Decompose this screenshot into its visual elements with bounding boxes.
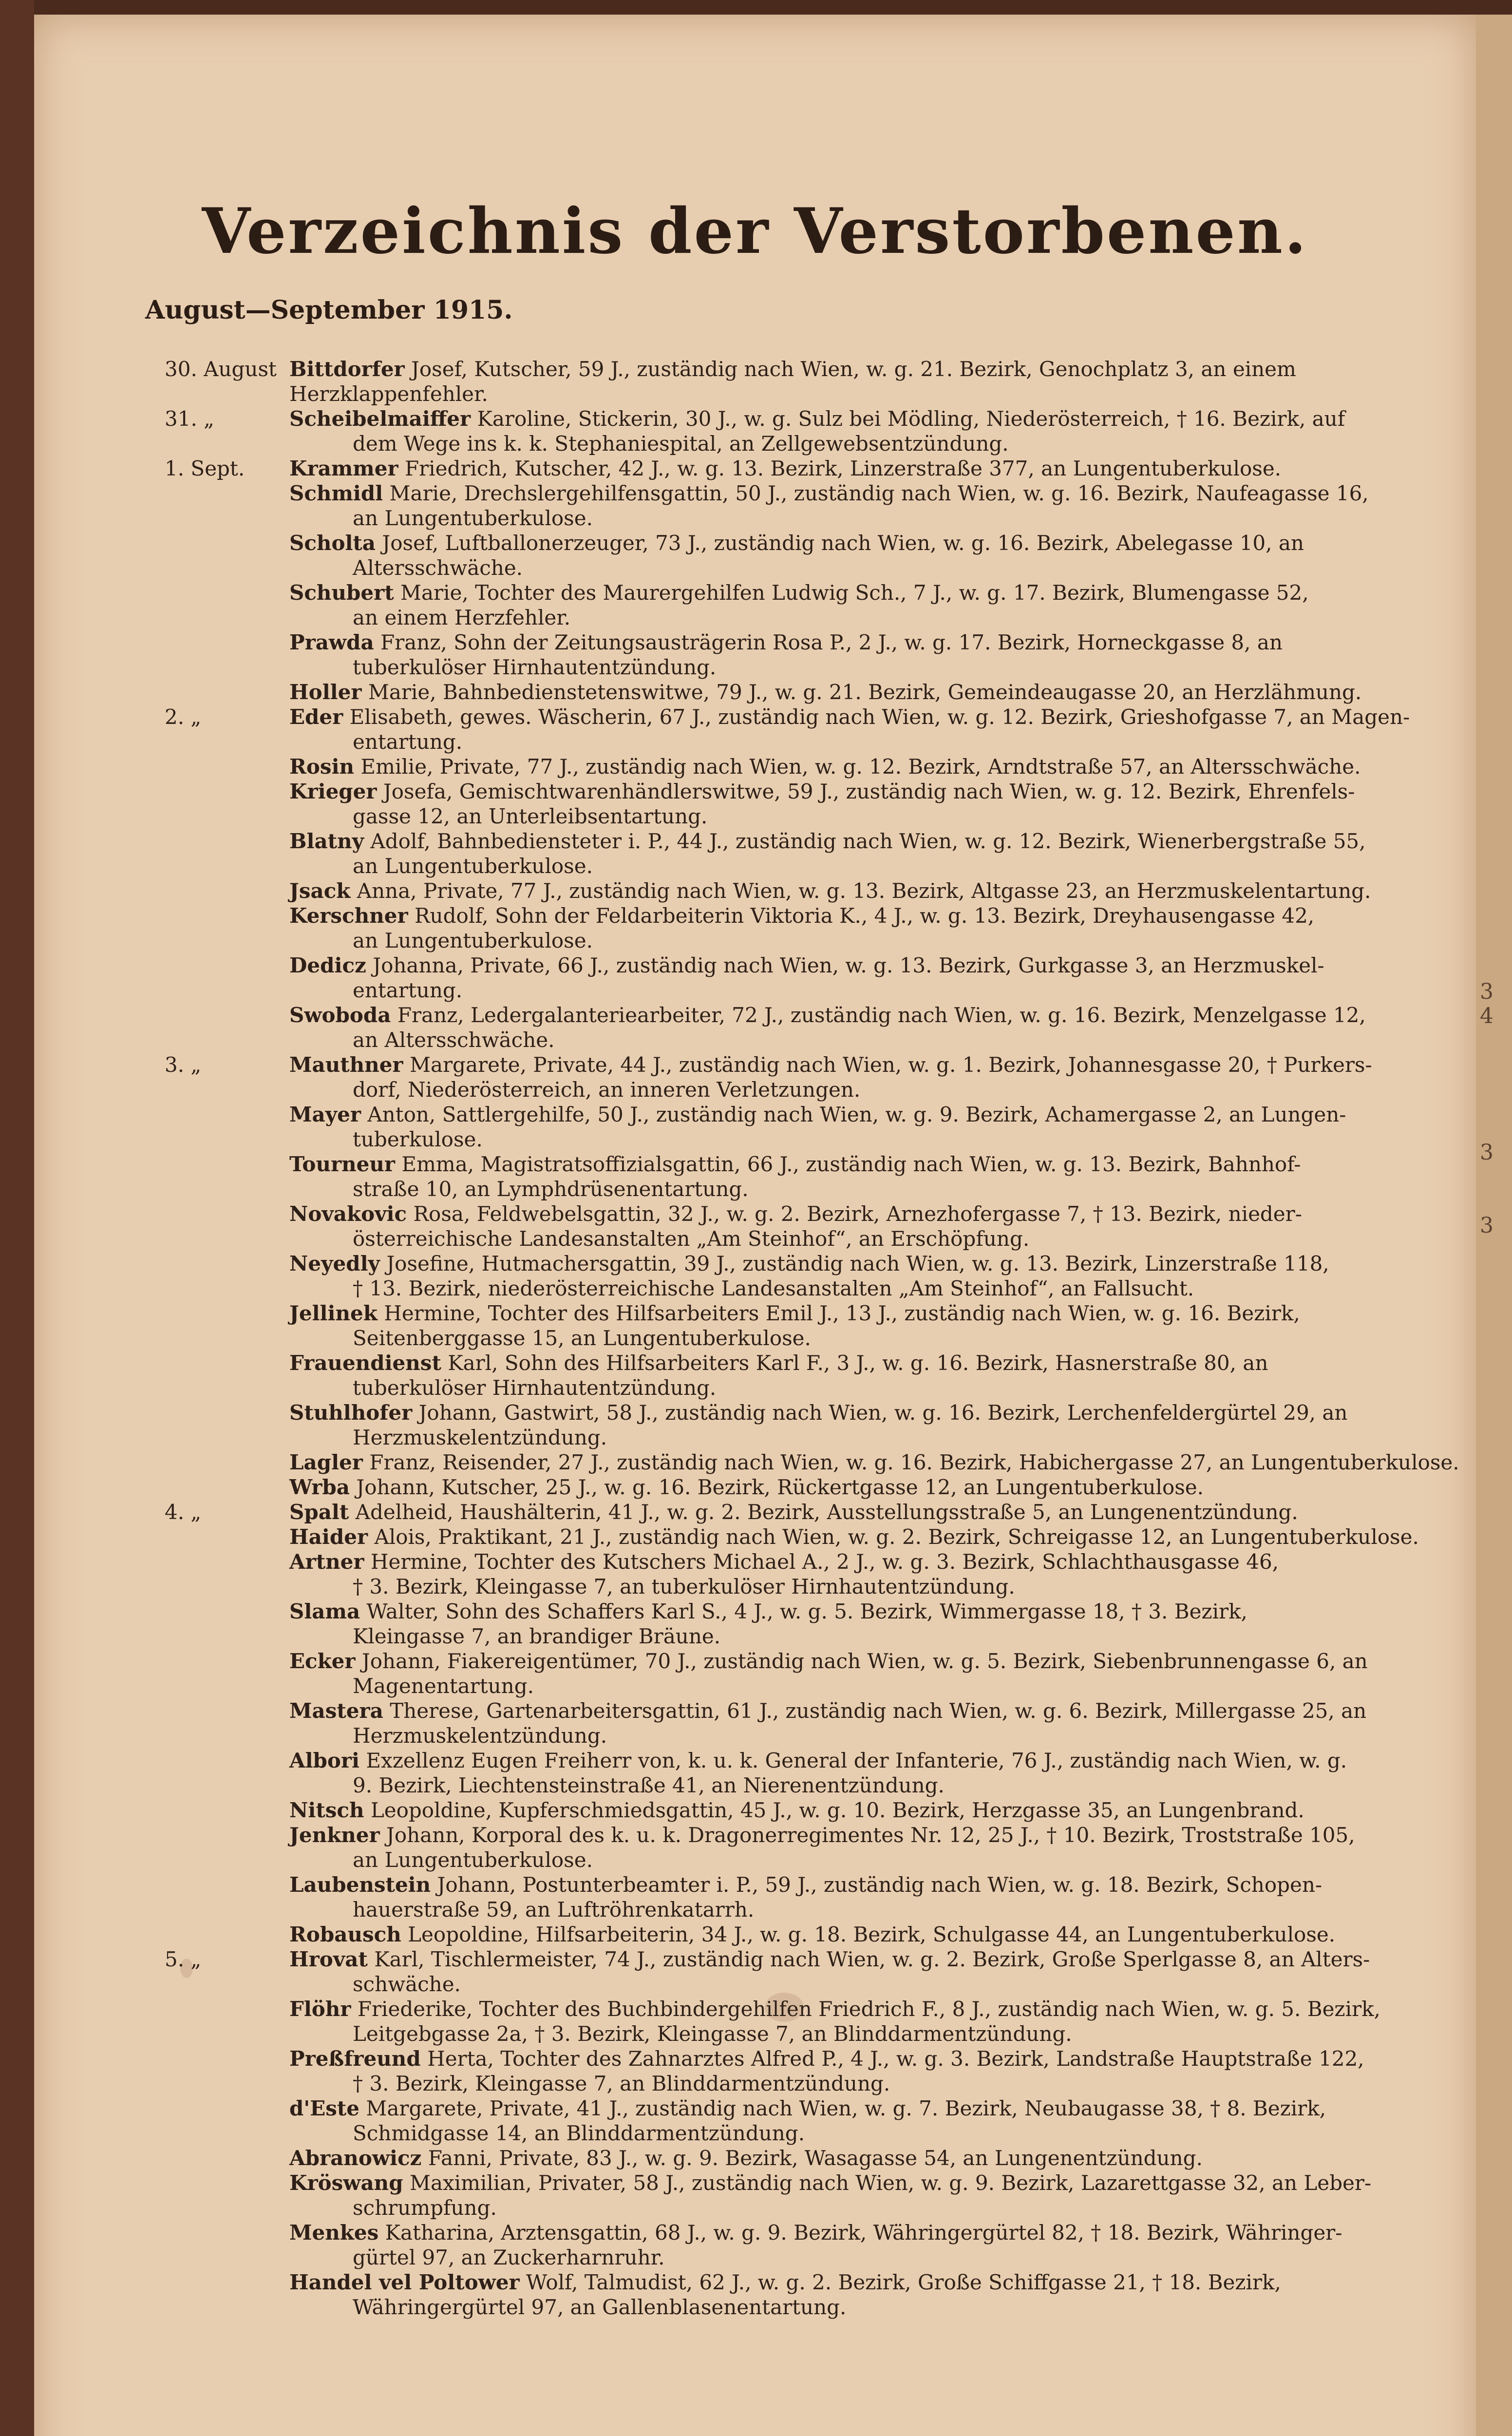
- entry-text: [289, 1251, 1463, 1301]
- deceased-surname: Mauthner: [289, 1053, 403, 1077]
- period-heading: August—September 1915.: [145, 295, 513, 325]
- list-item: [34, 630, 1476, 680]
- entry-details-continued: gürtel 97, an Zuckerharnruhr.: [353, 2246, 665, 2269]
- deceased-surname: Neyedly: [289, 1252, 380, 1275]
- entry-details-continued: Seitenberggasse 15, an Lungentuberkulose.: [353, 1326, 811, 1350]
- entry-details: Wolf, Talmudist, 62 J., w. g. 2. Bezirk, Große Schiffgasse 21, † 18. Bezirk,: [526, 2270, 1281, 2294]
- entry-details-continued: Herzmuskelentzündung.: [353, 1426, 607, 1449]
- entry-date: 30. August: [165, 357, 277, 381]
- entry-text: [289, 704, 1463, 754]
- deceased-surname: Hrovat: [289, 1947, 368, 1971]
- deceased-surname: Prawda: [289, 630, 374, 654]
- entry-details: Franz, Reisender, 27 J., zuständig nach Wien, w. g. 16. Bezirk, Habichergasse 27, an Lungentuberkulose.: [369, 1450, 1459, 1474]
- entry-details: Karl, Tischlermeister, 74 J., zuständig nach Wien, w. g. 2. Bezirk, Große Sperlgasse 8, an Alters-: [374, 1947, 1370, 1971]
- list-item: [34, 1152, 1476, 1201]
- entry-details-continued: an Altersschwäche.: [353, 1028, 555, 1052]
- entry-text: [289, 531, 1463, 580]
- entry-details-continued: entartung.: [353, 978, 463, 1002]
- deceased-surname: Handel vel Poltower: [289, 2270, 520, 2294]
- deceased-surname: Spalt: [289, 1500, 349, 1524]
- deceased-surname: Jenkner: [289, 1823, 380, 1847]
- entry-text: [289, 1500, 1463, 1524]
- list-item: [34, 1301, 1476, 1351]
- entry-text: [289, 1649, 1463, 1698]
- entry-details-continued: tuberkulöser Hirnhautentzündung.: [353, 655, 717, 679]
- entry-text: [289, 1400, 1463, 1450]
- entry-details-continued: dem Wege ins k. k. Stephaniespital, an Zellgewebsentzündung.: [353, 432, 1009, 456]
- list-item: [34, 2170, 1476, 2220]
- deceased-surname: Stuhlhofer: [289, 1401, 413, 1425]
- entry-details: Johann, Fiakereigentümer, 70 J., zuständig nach Wien, w. g. 5. Bezirk, Siebenbrunnengasse 6, an: [361, 1649, 1368, 1673]
- edge-mark: 3: [1480, 1213, 1493, 1238]
- entry-details-continued: tuberkulose.: [353, 1127, 483, 1151]
- deceased-surname: Jsack: [289, 879, 351, 903]
- book-gutter: [0, 0, 34, 2436]
- list-item: [34, 1524, 1476, 1549]
- entry-details-continued: an Lungentuberkulose.: [353, 506, 593, 530]
- entry-details-continued: entartung.: [353, 730, 463, 754]
- entry-text: [289, 953, 1463, 1003]
- entry-details: Rosa, Feldwebelsgattin, 32 J., w. g. 2. Bezirk, Arnezhofergasse 7, † 13. Bezirk, nieder-: [413, 1202, 1302, 1226]
- deceased-surname: Flöhr: [289, 1997, 351, 2021]
- list-item: [34, 1475, 1476, 1500]
- entry-text: [289, 1549, 1463, 1599]
- entry-details: Johann, Kutscher, 25 J., w. g. 16. Bezirk, Rückertgasse 12, an Lungentuberkulose.: [356, 1475, 1204, 1499]
- entry-details: Leopoldine, Hilfsarbeiterin, 34 J., w. g. 18. Bezirk, Schulgasse 44, an Lungentuberkulose.: [408, 1922, 1336, 1946]
- entry-text: [289, 680, 1463, 704]
- list-item: [34, 829, 1476, 878]
- deceased-surname: Tourneur: [289, 1152, 396, 1176]
- entry-details: Marie, Tochter des Maurergehilfen Ludwig Sch., 7 J., w. g. 17. Bezirk, Blumengasse 52,: [400, 581, 1309, 605]
- list-item: [34, 903, 1476, 953]
- entry-details: Elisabeth, gewes. Wäscherin, 67 J., zuständig nach Wien, w. g. 12. Bezirk, Grieshofgasse 7, an Magen-: [349, 705, 1410, 729]
- entry-text: [289, 1872, 1463, 1922]
- entry-text: [289, 481, 1463, 531]
- entry-text: [289, 2220, 1463, 2270]
- entry-details: Franz, Sohn der Zeitungsausträgerin Rosa P., 2 J., w. g. 17. Bezirk, Horneckgasse 8, an: [380, 630, 1283, 654]
- list-item: [34, 754, 1476, 779]
- entry-details-continued: an Lungentuberkulose.: [353, 1848, 593, 1872]
- deceased-surname: Abranowicz: [289, 2146, 422, 2170]
- entry-details-continued: Kleingasse 7, an brandiger Bräune.: [353, 1624, 721, 1648]
- entry-text: [289, 1102, 1463, 1152]
- deceased-surname: Kröswang: [289, 2171, 403, 2195]
- entry-text: [289, 779, 1463, 829]
- entry-details: Alois, Praktikant, 21 J., zuständig nach Wien, w. g. 2. Bezirk, Schreigasse 12, an Lungentuberkulose.: [374, 1525, 1419, 1549]
- list-item: [34, 1649, 1476, 1698]
- list-item: [34, 1872, 1476, 1922]
- list-item: [34, 481, 1476, 531]
- entry-details: Adelheid, Haushälterin, 41 J., w. g. 2. Bezirk, Ausstellungsstraße 5, an Lungenentzündung.: [355, 1500, 1298, 1524]
- list-item: [34, 357, 1476, 406]
- entry-details: Maximilian, Privater, 58 J., zuständig nach Wien, w. g. 9. Bezirk, Lazarettgasse 32, an Leber-: [409, 2171, 1372, 2195]
- deceased-surname: Albori: [289, 1749, 360, 1772]
- entry-details-continued: Herzmuskelentzündung.: [353, 1724, 607, 1748]
- entry-details: Franz, Ledergalanteriearbeiter, 72 J., zuständig nach Wien, w. g. 16. Bezirk, Menzelgasse 12,: [397, 1003, 1366, 1027]
- entry-details: Herta, Tochter des Zahnarztes Alfred P., 4 J., w. g. 3. Bezirk, Landstraße Hauptstraße 122,: [427, 2047, 1364, 2071]
- entry-text: [289, 1301, 1463, 1351]
- entry-text: [289, 1351, 1463, 1400]
- list-item: [34, 1500, 1476, 1524]
- entry-details: Friedrich, Kutscher, 42 J., w. g. 13. Bezirk, Linzerstraße 377, an Lungentuberkulose.: [404, 457, 1282, 480]
- deceased-surname: Jellinek: [289, 1301, 378, 1325]
- entry-details: Josef, Kutscher, 59 J., zuständig nach Wien, w. g. 21. Bezirk, Genochplatz 3, an einem Herzklappenfehler.: [289, 357, 1296, 406]
- entry-text: [289, 829, 1463, 878]
- deceased-surname: Preßfreund: [289, 2047, 421, 2071]
- deceased-surname: Eder: [289, 705, 343, 729]
- entry-date: 31. „: [165, 407, 214, 431]
- deceased-surname: Mastera: [289, 1699, 383, 1723]
- deceased-surname: Artner: [289, 1550, 364, 1574]
- entry-text: [289, 2096, 1463, 2146]
- entry-details: Johann, Korporal des k. u. k. Dragonerregimentes Nr. 12, 25 J., † 10. Bezirk, Troststraße 105,: [386, 1823, 1355, 1847]
- list-item: [34, 1400, 1476, 1450]
- entry-text: [289, 754, 1463, 779]
- entry-date: 1. Sept.: [165, 457, 245, 480]
- entry-details-continued: tuberkulöser Hirnhautentzündung.: [353, 1376, 717, 1400]
- list-item: [34, 1698, 1476, 1748]
- entry-details: Hermine, Tochter des Kutschers Michael A., 2 J., w. g. 3. Bezirk, Schlachthausgasse 46,: [370, 1550, 1279, 1574]
- entry-details-continued: österreichische Landesanstalten „Am Steinhof“, an Erschöpfung.: [353, 1227, 1030, 1251]
- deceased-surname: Slama: [289, 1599, 360, 1623]
- list-item: [34, 2220, 1476, 2270]
- entry-details: Hermine, Tochter des Hilfsarbeiters Emil J., 13 J., zuständig nach Wien, w. g. 16. Bezirk,: [384, 1301, 1300, 1325]
- list-item: [34, 2146, 1476, 2170]
- entry-details-continued: † 3. Bezirk, Kleingasse 7, an tuberkulöser Hirnhautentzündung.: [353, 1575, 1015, 1599]
- deceased-surname: Wrba: [289, 1475, 350, 1499]
- entry-details: Margarete, Private, 44 J., zuständig nach Wien, w. g. 1. Bezirk, Johannesgasse 20, † Purkers-: [409, 1053, 1372, 1077]
- entry-text: [289, 1997, 1463, 2046]
- entry-text: [289, 903, 1463, 953]
- deceased-surname: Scheibelmaiffer: [289, 407, 471, 431]
- entry-text: [289, 1450, 1463, 1475]
- entry-text: [289, 1003, 1463, 1052]
- deceased-surname: Ecker: [289, 1649, 356, 1673]
- entry-text: [289, 1823, 1463, 1872]
- entry-details-continued: gasse 12, an Unterleibsentartung.: [353, 804, 708, 828]
- deceased-surname: Menkes: [289, 2221, 379, 2245]
- list-item: [34, 1251, 1476, 1301]
- entry-text: [289, 357, 1463, 406]
- entry-details: Margarete, Private, 41 J., zuständig nach Wien, w. g. 7. Bezirk, Neubaugasse 38, † 8. Bezirk,: [366, 2096, 1326, 2120]
- deceased-list: [34, 357, 1476, 2320]
- list-item: [34, 2270, 1476, 2320]
- entry-details-continued: 9. Bezirk, Liechtensteinstraße 41, an Nierenentzündung.: [353, 1773, 945, 1797]
- entry-details-continued: schrumpfung.: [353, 2196, 497, 2220]
- deceased-surname: Novakovic: [289, 1202, 407, 1226]
- entry-text: [289, 2146, 1463, 2170]
- page-sheet: [34, 15, 1476, 2436]
- list-item: [34, 704, 1476, 754]
- entry-details: Leopoldine, Kupferschmiedsgattin, 45 J., w. g. 10. Bezirk, Herzgasse 35, an Lungenbrand.: [370, 1798, 1304, 1822]
- entry-details: Johann, Postunterbeamter i. P., 59 J., zuständig nach Wien, w. g. 18. Bezirk, Schopen-: [437, 1873, 1323, 1897]
- list-item: [34, 878, 1476, 903]
- list-item: [34, 1798, 1476, 1823]
- deceased-surname: Kerschner: [289, 904, 408, 928]
- deceased-surname: Robausch: [289, 1922, 401, 1946]
- entry-details: Johann, Gastwirt, 58 J., zuständig nach Wien, w. g. 16. Bezirk, Lerchenfeldergürtel 29, an: [418, 1401, 1348, 1425]
- list-item: [34, 1947, 1476, 1997]
- deceased-surname: d'Este: [289, 2096, 360, 2120]
- entry-text: [289, 2170, 1463, 2220]
- deceased-surname: Krieger: [289, 780, 377, 803]
- entry-details-continued: straße 10, an Lymphdrüsenentartung.: [353, 1177, 749, 1201]
- entry-text: [289, 1475, 1463, 1500]
- entry-details-continued: Leitgebgasse 2a, † 3. Bezirk, Kleingasse 7, an Blinddarmentzündung.: [353, 2022, 1072, 2046]
- entry-text: [289, 1524, 1463, 1549]
- list-item: [34, 1549, 1476, 1599]
- deceased-surname: Dedicz: [289, 953, 366, 977]
- list-item: [34, 1201, 1476, 1251]
- entry-details-continued: an Lungentuberkulose.: [353, 854, 593, 878]
- entry-text: [289, 1748, 1463, 1798]
- edge-mark: 3: [1480, 979, 1493, 1004]
- entry-details-continued: schwäche.: [353, 1972, 461, 1996]
- entry-details: Therese, Gartenarbeitersgattin, 61 J., zuständig nach Wien, w. g. 6. Bezirk, Millergasse 25, an: [390, 1699, 1367, 1723]
- entry-text: [289, 2046, 1463, 2096]
- deceased-surname: Blatny: [289, 829, 364, 853]
- list-item: [34, 1823, 1476, 1872]
- entry-text: [289, 878, 1463, 903]
- deceased-surname: Holler: [289, 680, 362, 704]
- entry-details-continued: an einem Herzfehler.: [353, 606, 571, 629]
- list-item: [34, 779, 1476, 829]
- deceased-surname: Nitsch: [289, 1798, 364, 1822]
- entry-details: Marie, Drechslergehilfensgattin, 50 J., zuständig nach Wien, w. g. 16. Bezirk, Naufeagasse 16,: [389, 481, 1369, 505]
- deceased-surname: Scholta: [289, 531, 376, 555]
- entry-text: [289, 1201, 1463, 1251]
- entry-text: [289, 1152, 1463, 1201]
- edge-mark: 4: [1480, 1004, 1493, 1028]
- deceased-surname: Rosin: [289, 755, 355, 779]
- entry-text: [289, 1798, 1463, 1823]
- entry-text: [289, 1599, 1463, 1649]
- entry-details: Anton, Sattlergehilfe, 50 J., zuständig nach Wien, w. g. 9. Bezirk, Achamergasse 2, an Lungen-: [367, 1103, 1346, 1126]
- entry-details-continued: † 13. Bezirk, niederösterreichische Landesanstalten „Am Steinhof“, an Fallsucht.: [353, 1276, 1194, 1300]
- deceased-surname: Krammer: [289, 457, 398, 480]
- entry-details: Emma, Magistratsoffizialsgattin, 66 J., zuständig nach Wien, w. g. 13. Bezirk, Bahnhof-: [401, 1152, 1301, 1176]
- entry-details-continued: hauerstraße 59, an Luftröhrenkatarrh.: [353, 1898, 755, 1922]
- deceased-surname: Frauendienst: [289, 1351, 441, 1375]
- deceased-surname: Schubert: [289, 581, 394, 605]
- entry-details: Adolf, Bahnbediensteter i. P., 44 J., zuständig nach Wien, w. g. 12. Bezirk, Wienerbergstraße 55,: [370, 829, 1366, 853]
- list-item: [34, 1102, 1476, 1152]
- entry-date: 3. „: [165, 1053, 202, 1077]
- entry-details: Marie, Bahnbedienstetenswitwe, 79 J., w. g. 21. Bezirk, Gemeindeaugasse 20, an Herzlähmung.: [368, 680, 1362, 704]
- deceased-surname: Bittdorfer: [289, 357, 405, 381]
- entry-text: [289, 1698, 1463, 1748]
- list-item: [34, 1003, 1476, 1052]
- entry-text: [289, 1947, 1463, 1997]
- entry-details: Walter, Sohn des Schaffers Karl S., 4 J., w. g. 5. Bezirk, Wimmergasse 18, † 3. Bezirk,: [366, 1599, 1247, 1623]
- entry-details: Josefine, Hutmachersgattin, 39 J., zuständig nach Wien, w. g. 13. Bezirk, Linzerstraße 118,: [386, 1252, 1329, 1275]
- entry-date: 5. „: [165, 1947, 202, 1971]
- entry-details: Katharina, Arztensgattin, 68 J., w. g. 9. Bezirk, Währingergürtel 82, † 18. Bezirk, Währinger-: [385, 2221, 1342, 2245]
- list-item: [34, 2046, 1476, 2096]
- entry-text: [289, 580, 1463, 630]
- list-item: [34, 1450, 1476, 1475]
- entry-details: Josefa, Gemischtwarenhändlerswitwe, 59 J., zuständig nach Wien, w. g. 12. Bezirk, Ehrenfels-: [383, 780, 1355, 803]
- list-item: [34, 1351, 1476, 1400]
- entry-date: 4. „: [165, 1500, 202, 1524]
- entry-details: Johanna, Private, 66 J., zuständig nach Wien, w. g. 13. Bezirk, Gurkgasse 3, an Herzmuskel-: [373, 953, 1324, 977]
- deceased-surname: Mayer: [289, 1103, 361, 1126]
- list-item: [34, 1599, 1476, 1649]
- entry-details: Anna, Private, 77 J., zuständig nach Wien, w. g. 13. Bezirk, Altgasse 23, an Herzmuskelentartung.: [357, 879, 1371, 903]
- entry-date: 2. „: [165, 705, 202, 729]
- entry-details: Fanni, Private, 83 J., w. g. 9. Bezirk, Wasagasse 54, an Lungenentzündung.: [428, 2146, 1203, 2170]
- entry-text: [289, 1052, 1463, 1102]
- edge-mark: 3: [1480, 1140, 1493, 1165]
- deceased-surname: Swoboda: [289, 1003, 391, 1027]
- list-item: [34, 1748, 1476, 1798]
- entry-details-continued: Altersschwäche.: [353, 556, 523, 580]
- list-item: [34, 456, 1476, 481]
- entry-details-continued: † 3. Bezirk, Kleingasse 7, an Blinddarmentzündung.: [353, 2072, 890, 2095]
- list-item: [34, 1052, 1476, 1102]
- entry-details-continued: Schmidgasse 14, an Blinddarmentzündung.: [353, 2121, 805, 2145]
- deceased-surname: Schmidl: [289, 481, 383, 505]
- entry-text: [289, 2270, 1463, 2320]
- entry-details: Josef, Luftballonerzeuger, 73 J., zuständig nach Wien, w. g. 16. Bezirk, Abelegasse 10, an: [382, 531, 1304, 555]
- entry-details: Karl, Sohn des Hilfsarbeiters Karl F., 3 J., w. g. 16. Bezirk, Hasnerstraße 80, an: [448, 1351, 1268, 1375]
- list-item: [34, 580, 1476, 630]
- entry-text: [289, 1922, 1463, 1947]
- entry-details: Exzellenz Eugen Freiherr von, k. u. k. General der Infanterie, 76 J., zuständig nach Wien, w. g.: [366, 1749, 1347, 1772]
- page-title: Verzeichnis der Verstorbenen.: [202, 195, 1308, 268]
- entry-details-continued: an Lungentuberkulose.: [353, 929, 593, 952]
- list-item: [34, 1922, 1476, 1947]
- list-item: [34, 680, 1476, 704]
- deceased-surname: Laubenstein: [289, 1873, 431, 1897]
- entry-details: Emilie, Private, 77 J., zuständig nach Wien, w. g. 12. Bezirk, Arndtstraße 57, an Altersschwäche.: [360, 755, 1361, 779]
- entry-text: [289, 406, 1463, 456]
- entry-text: [289, 630, 1463, 680]
- list-item: [34, 2096, 1476, 2146]
- adjacent-page-edge: [1476, 15, 1512, 2436]
- entry-details: Friederike, Tochter des Buchbindergehilfen Friedrich F., 8 J., zuständig nach Wien, w. g. 5. Bezirk,: [357, 1997, 1380, 2021]
- entry-details-continued: Währingergürtel 97, an Gallenblasenentartung.: [353, 2295, 847, 2319]
- list-item: [34, 406, 1476, 456]
- entry-details-continued: dorf, Niederösterreich, an inneren Verletzungen.: [353, 1078, 861, 1102]
- entry-text: [289, 456, 1463, 481]
- entry-details-continued: Magenentartung.: [353, 1674, 534, 1698]
- list-item: [34, 531, 1476, 580]
- list-item: [34, 1997, 1476, 2046]
- entry-details: Karoline, Stickerin, 30 J., w. g. Sulz bei Mödling, Niederösterreich, † 16. Bezirk, auf: [477, 407, 1345, 431]
- list-item: [34, 953, 1476, 1003]
- entry-details: Rudolf, Sohn der Feldarbeiterin Viktoria K., 4 J., w. g. 13. Bezirk, Dreyhausengasse 42,: [414, 904, 1315, 928]
- deceased-surname: Haider: [289, 1525, 368, 1549]
- deceased-surname: Lagler: [289, 1450, 363, 1474]
